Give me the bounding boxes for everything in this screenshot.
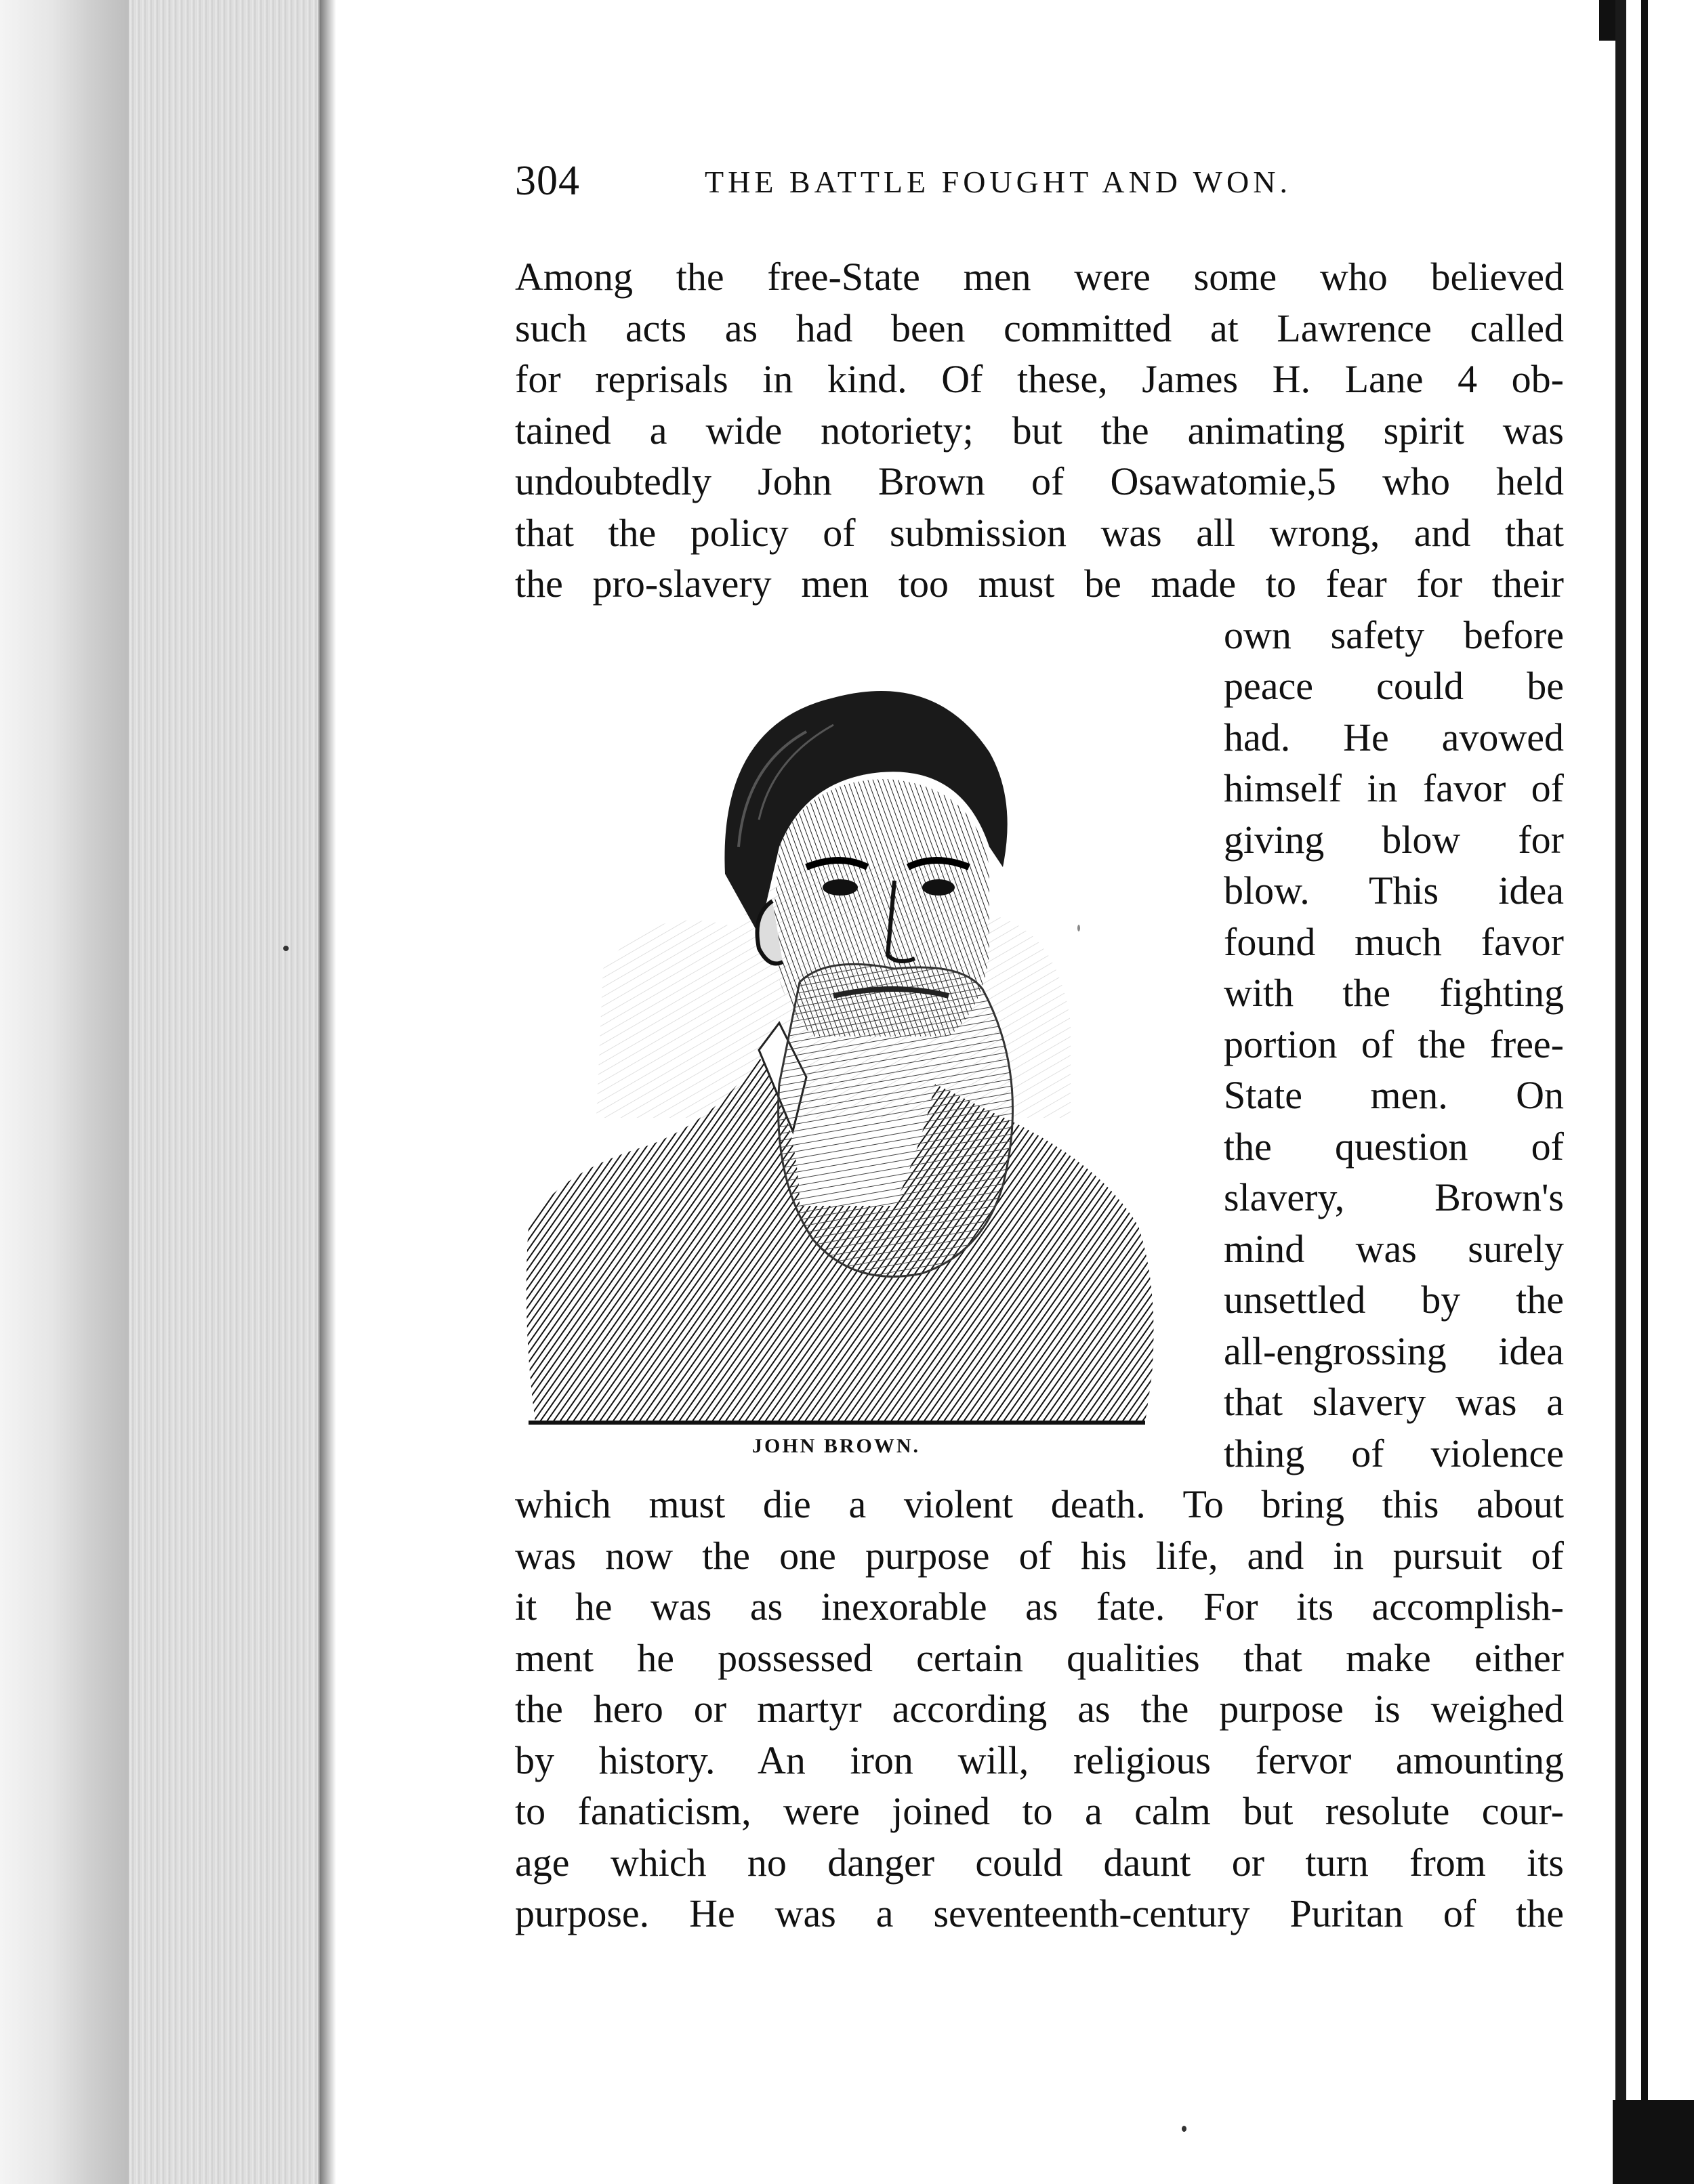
text-line: State men. On [1224,1073,1564,1117]
text-line: it he was as inexorable as fate. For its accomplish- [515,1584,1564,1629]
text-line: had. He avowed [1224,715,1564,759]
text-line: Among the free-State men were some who believed [515,255,1564,299]
scan-border-bottom-right [1613,2100,1694,2184]
text-line: tained a wide notoriety; but the animating spirit was [515,408,1564,453]
text-line: giving blow for [1224,817,1564,862]
scan-speck [1182,2126,1186,2132]
page-fold-shadow [320,0,336,2184]
text-line: the pro-slavery men too must be made to fear for their [515,562,1564,606]
text-line: by history. An iron will, religious fervor amounting [515,1738,1564,1782]
text-line: was now the one purpose of his life, and in pursuit of [515,1533,1564,1578]
text-line: the hero or martyr according as the purpose is weighed [515,1687,1564,1731]
page-number: 304 [515,158,580,204]
text-line: age which no danger could daunt or turn from its [515,1840,1564,1885]
stacked-page-edges [129,0,320,2184]
book-gutter [0,0,129,2184]
next-page-edge [1615,0,1626,2184]
running-head: THE BATTLE FOUGHT AND WON. [705,165,1292,199]
text-line: purpose. He was a seventeenth-century Puritan of the [515,1891,1564,1935]
text-line: mind was surely [1224,1226,1564,1271]
text-line: which must die a violent death. To bring this about [515,1482,1564,1526]
text-line: all-engrossing idea [1224,1328,1564,1373]
text-line: that slavery was a [1224,1380,1564,1424]
text-line: undoubtedly John Brown of Osawatomie,5 who held [515,459,1564,503]
text-line: himself in favor of [1224,766,1564,810]
text-line: the question of [1224,1124,1564,1169]
text-line: for reprisals in kind. Of these, James H. Lane 4 ob- [515,357,1564,401]
portrait-engraving [515,644,1165,1426]
scan-speck [1077,925,1080,931]
text-line: unsettled by the [1224,1278,1564,1322]
text-line: to fanaticism, were joined to a calm but resolute cour- [515,1789,1564,1833]
text-line: with the fighting [1224,971,1564,1015]
text-line: thing of violence [1224,1431,1564,1475]
text-line: that the policy of submission was all wrong, and that [515,510,1564,555]
text-line: peace could be [1224,664,1564,708]
text-line: slavery, Brown's [1224,1175,1564,1219]
text-line: own safety before [1224,612,1564,657]
text-line: found much favor [1224,919,1564,964]
page-header [515,157,1572,205]
scan-speck [283,946,289,951]
text-line: blow. This idea [1224,868,1564,912]
text-line: ment he possessed certain qualities that make either [515,1635,1564,1680]
text-line: portion of the free- [1224,1022,1564,1066]
scan-border-right [1626,0,1694,2184]
figure-caption: JOHN BROWN. [752,1435,921,1457]
text-line: such acts as had been committed at Lawrence called [515,306,1564,350]
